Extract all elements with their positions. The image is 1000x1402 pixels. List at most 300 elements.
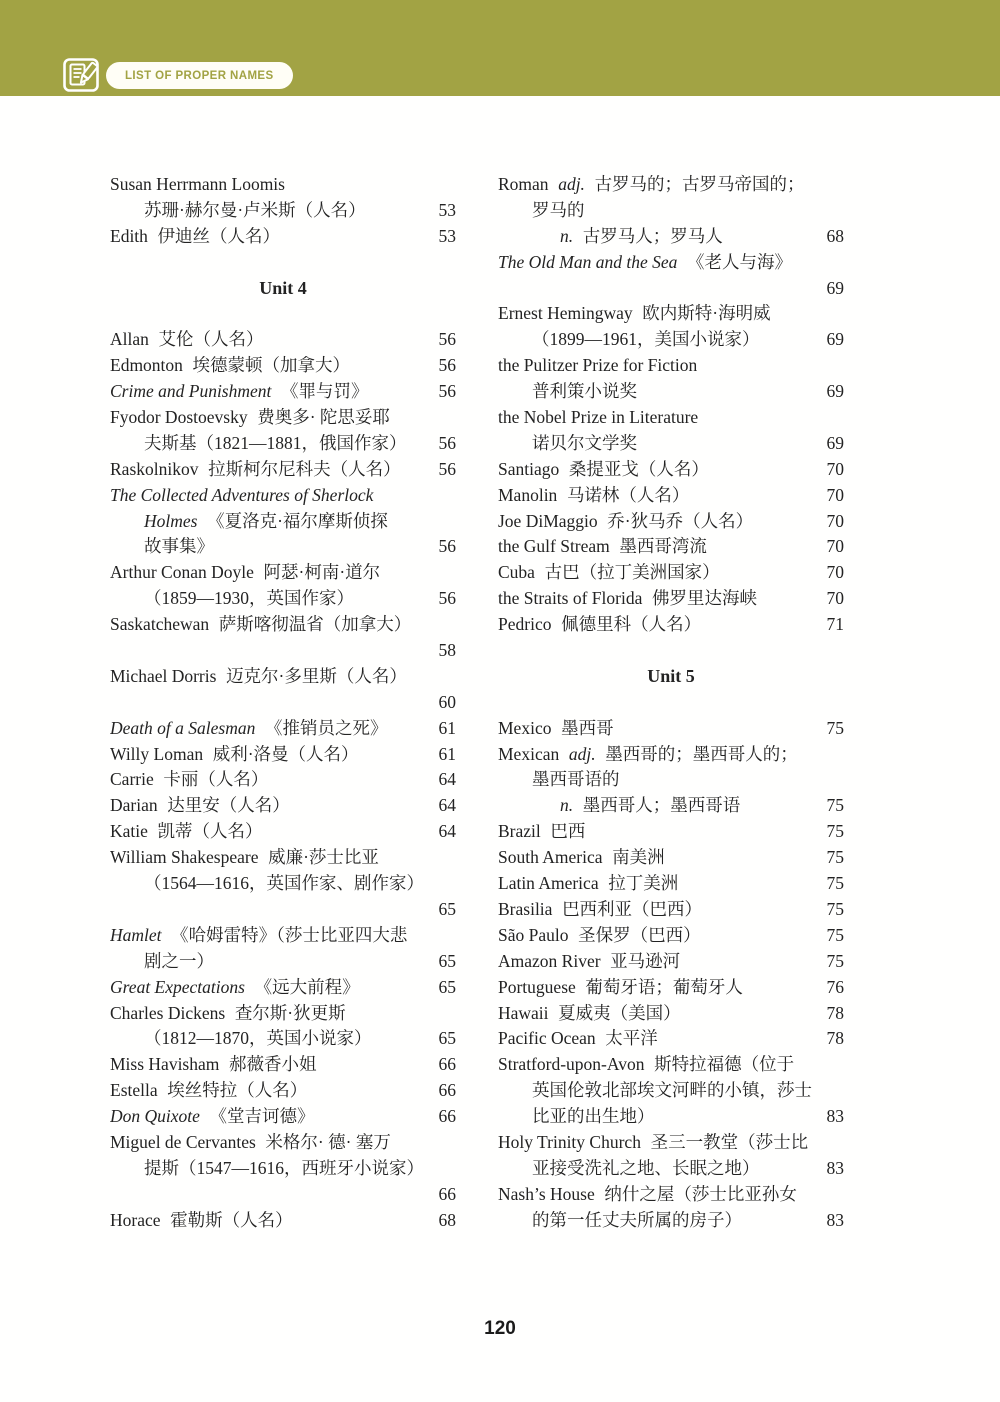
entry-page-number: 65 — [438, 950, 456, 971]
entry-text — [110, 457, 422, 483]
entry-segment: 郝薇香小姐 — [229, 1054, 317, 1075]
entry-page-number: 75 — [826, 847, 844, 868]
entry-segment: Darian — [110, 795, 158, 816]
entry-page-number: 69 — [826, 277, 844, 298]
entry-page-number: 56 — [438, 536, 456, 557]
entry-page-number: 76 — [826, 976, 844, 997]
entry-page-number: 70 — [826, 562, 844, 583]
glossary-row — [110, 483, 456, 509]
glossary-row — [498, 301, 844, 327]
entry-segment: 桑提亚戈（人名） — [568, 458, 709, 479]
entry-segment: Horace — [110, 1209, 161, 1230]
entry-text — [110, 353, 422, 379]
entry-page-number: 69 — [826, 432, 844, 453]
entry-segment: 伊迪丝（人名） — [157, 225, 281, 246]
entry-segment: 葡萄牙语；葡萄牙人 — [585, 976, 743, 997]
entry-page-number: 61 — [438, 717, 456, 738]
entry-segment: William Shakespeare — [110, 847, 259, 868]
entry-page-number: 65 — [438, 976, 456, 997]
entry-page-number: 78 — [826, 1002, 844, 1023]
entry-text — [498, 534, 810, 560]
entry-text — [110, 431, 422, 457]
entry-page-number: 69 — [826, 381, 844, 402]
entry-segment: the Pulitzer Prize for Fiction — [498, 355, 698, 376]
entry-page-number: 53 — [438, 225, 456, 246]
entry-segment: 《远大前程》 — [254, 976, 360, 997]
entry-text — [498, 586, 810, 612]
entry-text — [498, 949, 810, 975]
entry-text — [498, 742, 844, 768]
entry-segment: Estella — [110, 1080, 158, 1101]
glossary-row — [110, 690, 456, 716]
entry-text — [110, 923, 456, 949]
entry-segment-italic: Hamlet — [110, 924, 162, 945]
entry-segment: Portuguese — [498, 976, 576, 997]
entry-segment: 墨西哥 — [561, 717, 614, 738]
entry-segment: 埃德蒙顿（加拿大） — [192, 355, 351, 376]
glossary-row — [110, 379, 456, 405]
entry-segment-italic: Don Quixote — [110, 1106, 200, 1127]
entry-text — [110, 975, 422, 1001]
entry-text — [498, 198, 844, 224]
entry-segment: Fyodor Dostoevsky — [110, 407, 248, 428]
entry-text — [498, 509, 810, 535]
glossary-row — [498, 1078, 844, 1104]
glossary-row — [498, 198, 844, 224]
entry-segment: 罗马的 — [532, 199, 585, 220]
section-badge-label: LIST OF PROPER NAMES — [125, 69, 274, 82]
entry-segment: 《堂吉诃德》 — [209, 1106, 315, 1127]
entry-segment: Brazil — [498, 821, 541, 842]
glossary-row — [110, 586, 456, 612]
entry-segment: 巴西利亚（巴西） — [562, 898, 703, 919]
glossary-row — [498, 1104, 844, 1130]
spacer-row — [498, 638, 844, 664]
entry-segment: Stratford-upon-Avon — [498, 1054, 645, 1075]
entry-segment: Miguel de Cervantes — [110, 1131, 256, 1152]
entry-segment: 普利策小说奖 — [532, 381, 637, 402]
entry-segment: 巴西 — [550, 821, 586, 842]
glossary-row — [498, 534, 844, 560]
entry-segment: 比亚的出生地） — [532, 1106, 655, 1127]
entry-text — [110, 1130, 456, 1156]
glossary-row — [110, 457, 456, 483]
glossary-row — [110, 819, 456, 845]
entry-page-number: 65 — [438, 1028, 456, 1049]
entry-segment: Saskatchewan — [110, 614, 210, 635]
entry-page-number: 64 — [438, 769, 456, 790]
entry-segment: Michael Dorris — [110, 665, 217, 686]
entry-page-number: 66 — [438, 1080, 456, 1101]
entry-segment-italic: Crime and Punishment — [110, 381, 272, 402]
entry-text — [498, 923, 810, 949]
entry-segment: 古罗马人；罗马人 — [582, 225, 723, 246]
glossary-row — [110, 224, 456, 250]
glossary-row — [110, 949, 456, 975]
glossary-row — [110, 871, 456, 897]
entry-segment: 圣三一教堂（莎士比 — [650, 1131, 809, 1152]
glossary-row — [110, 353, 456, 379]
entry-page-number: 53 — [438, 199, 456, 220]
entry-text — [498, 1026, 810, 1052]
entry-page-number: 61 — [438, 743, 456, 764]
entry-text — [110, 612, 456, 638]
entry-segment: （1899—1961，美国小说家） — [532, 329, 760, 350]
unit-heading — [110, 276, 456, 302]
entry-text — [498, 327, 810, 353]
entry-text — [110, 509, 456, 535]
entry-text — [498, 819, 810, 845]
entry-segment: Hawaii — [498, 1002, 549, 1023]
entry-text — [498, 1052, 844, 1078]
entry-page-number: 60 — [438, 691, 456, 712]
entry-text — [498, 1001, 810, 1027]
entry-page-number: 56 — [438, 381, 456, 402]
entry-segment: 艾伦（人名） — [158, 329, 264, 350]
entry-segment: 苏珊·赫尔曼·卢米斯（人名） — [144, 199, 366, 220]
entry-page-number: 78 — [826, 1028, 844, 1049]
entry-segment: 《推销员之死》 — [264, 717, 388, 738]
entry-segment: 拉丁美洲 — [608, 873, 679, 894]
entry-segment: 佛罗里达海峡 — [651, 588, 757, 609]
entry-segment: the Nobel Prize in Literature — [498, 407, 699, 428]
entry-text — [110, 949, 422, 975]
entry-segment: Amazon River — [498, 950, 601, 971]
entry-text — [110, 483, 456, 509]
glossary-row — [110, 1156, 456, 1182]
spacer-row — [110, 250, 456, 276]
glossary-row — [110, 1182, 456, 1208]
entry-text — [110, 172, 456, 198]
entry-segment: Latin America — [498, 873, 599, 894]
entry-page-number: 68 — [438, 1209, 456, 1230]
glossary-row — [498, 1182, 844, 1208]
entry-segment: 《夏洛克·福尔摩斯侦探 — [207, 510, 388, 531]
glossary-row — [498, 1130, 844, 1156]
entry-segment: Pedrico — [498, 614, 552, 635]
entry-page-number: 66 — [438, 1054, 456, 1075]
entry-page-number: 56 — [438, 355, 456, 376]
entry-text — [110, 405, 456, 431]
glossary-row — [498, 1156, 844, 1182]
page-number: 120 — [484, 1318, 516, 1339]
entry-segment: 古罗马的；古罗马帝国的； — [594, 174, 805, 194]
glossary-row — [498, 509, 844, 535]
entry-text — [498, 379, 810, 405]
glossary-row — [498, 431, 844, 457]
glossary-row — [498, 975, 844, 1001]
glossary-row — [498, 483, 844, 509]
glossary-row — [110, 975, 456, 1001]
entry-segment-italic: adj. — [558, 174, 585, 194]
entry-text — [110, 224, 422, 250]
glossary-row — [110, 431, 456, 457]
entry-segment: 阿瑟·柯南·道尔 — [263, 562, 381, 583]
spacer-row — [498, 690, 844, 716]
glossary-row — [498, 172, 844, 198]
entry-segment: Willy Loman — [110, 743, 204, 764]
entry-segment: Allan — [110, 329, 149, 350]
entry-text — [110, 1156, 456, 1182]
glossary-row — [110, 793, 456, 819]
entry-text — [110, 716, 422, 742]
glossary-row — [110, 1078, 456, 1104]
glossary-row — [110, 1001, 456, 1027]
entry-text — [110, 1026, 422, 1052]
entry-text — [110, 767, 422, 793]
entry-segment: （1564—1616，英国作家、剧作家） — [144, 873, 424, 894]
entry-segment: Mexico — [498, 717, 552, 738]
entry-text — [110, 742, 422, 768]
entry-segment: 欧内斯特·海明威 — [642, 303, 771, 324]
unit-heading-label: Unit 5 — [647, 665, 695, 686]
entry-segment: Holy Trinity Church — [498, 1131, 641, 1152]
entry-segment: 达里安（人名） — [167, 795, 290, 816]
glossary-row — [110, 1052, 456, 1078]
entry-text — [110, 198, 422, 224]
entry-page-number: 75 — [826, 821, 844, 842]
entry-text — [498, 612, 810, 638]
entry-segment: 迈克尔·多里斯（人名） — [226, 665, 407, 686]
entry-page-number: 71 — [826, 614, 844, 635]
entry-segment: Mexican — [498, 743, 560, 764]
entry-page-number: 64 — [438, 821, 456, 842]
entry-page-number: 70 — [826, 484, 844, 505]
glossary-row — [110, 560, 456, 586]
entry-segment: Brasilia — [498, 898, 553, 919]
entry-segment: 亚接受洗礼之地、长眠之地） — [532, 1157, 760, 1178]
entry-segment: 墨西哥人；墨西哥语 — [582, 795, 741, 816]
entry-page-number: 75 — [826, 795, 844, 816]
entry-segment: the Straits of Florida — [498, 588, 643, 609]
entry-page-number: 75 — [826, 924, 844, 945]
entry-page-number: 56 — [438, 588, 456, 609]
glossary-row — [498, 379, 844, 405]
entry-segment: 英国伦敦北部埃文河畔的小镇，莎士 — [532, 1080, 812, 1101]
glossary-row — [110, 172, 456, 198]
header-band — [0, 0, 1000, 96]
entry-text — [498, 1156, 810, 1182]
entry-segment: 凯蒂（人名） — [157, 821, 263, 842]
glossary-row — [498, 327, 844, 353]
glossary-row — [110, 1026, 456, 1052]
entry-text — [498, 1078, 844, 1104]
entry-text — [110, 1052, 422, 1078]
entry-segment: Ernest Hemingway — [498, 303, 633, 324]
entry-text — [110, 845, 456, 871]
glossary-row — [498, 871, 844, 897]
glossary-row — [498, 457, 844, 483]
glossary-row — [498, 845, 844, 871]
entry-segment: the Gulf Stream — [498, 536, 610, 557]
entry-text — [110, 586, 422, 612]
entry-segment: 费奥多· 陀思妥耶 — [257, 407, 390, 428]
glossary-row — [498, 923, 844, 949]
entry-segment-italic: n. — [560, 225, 574, 246]
entry-text — [110, 1078, 422, 1104]
entry-text — [498, 845, 810, 871]
entry-page-number: 56 — [438, 432, 456, 453]
entry-segment: 墨西哥湾流 — [619, 536, 707, 557]
entry-segment: 马诺林（人名） — [566, 484, 690, 505]
entry-segment: 《哈姆雷特》（莎士比亚四大悲 — [171, 924, 408, 945]
glossary-row — [498, 586, 844, 612]
entry-segment: Edith — [110, 225, 148, 246]
entry-text — [110, 379, 422, 405]
entry-page-number: 83 — [826, 1157, 844, 1178]
entry-text — [498, 716, 810, 742]
entry-page-number: 56 — [438, 329, 456, 350]
entry-segment: Katie — [110, 821, 148, 842]
entry-text — [498, 767, 844, 793]
entry-segment: Cuba — [498, 562, 535, 583]
entry-segment: 米格尔· 德· 塞万 — [265, 1131, 391, 1152]
glossary-row — [110, 845, 456, 871]
glossary-row — [110, 638, 456, 664]
entry-segment: Joe DiMaggio — [498, 510, 598, 531]
entry-page-number: 83 — [826, 1209, 844, 1230]
entry-segment: 亚马逊河 — [610, 950, 681, 971]
glossary-row — [110, 198, 456, 224]
entry-text — [498, 1182, 844, 1208]
entry-text — [498, 1130, 844, 1156]
entry-segment: 威利·洛曼（人名） — [212, 743, 359, 764]
glossary-row — [498, 897, 844, 923]
entry-segment: 圣保罗（巴西） — [578, 924, 701, 945]
entry-page-number: 64 — [438, 795, 456, 816]
section-badge — [106, 62, 293, 89]
entry-text — [498, 975, 810, 1001]
glossary-row — [498, 819, 844, 845]
entry-text — [498, 897, 810, 923]
entry-text — [110, 1104, 422, 1130]
entry-page-number: 75 — [826, 950, 844, 971]
entry-text — [110, 664, 456, 690]
unit-heading — [498, 664, 844, 690]
entry-text — [498, 301, 844, 327]
glossary-row — [110, 1208, 456, 1234]
entry-segment: 南美洲 — [612, 847, 665, 868]
entry-segment: 《罪与罚》 — [281, 381, 369, 402]
entry-page-number: 69 — [826, 329, 844, 350]
glossary-row — [498, 560, 844, 586]
entry-segment: 佩德里科（人名） — [561, 614, 702, 635]
entry-segment: Santiago — [498, 458, 560, 479]
entry-segment: 剧之一） — [144, 950, 214, 971]
entry-text — [110, 534, 422, 560]
entry-segment: 提斯（1547—1616，西班牙小说家） — [144, 1157, 424, 1178]
entry-segment: 诺贝尔文学奖 — [532, 432, 637, 453]
entry-text — [110, 560, 456, 586]
entry-segment: 的第一任丈夫所属的房子） — [532, 1209, 742, 1230]
glossary-row — [110, 1104, 456, 1130]
glossary-row — [498, 767, 844, 793]
glossary-row — [498, 405, 844, 431]
entry-segment: 威廉·莎士比亚 — [268, 847, 379, 868]
entry-page-number: 58 — [438, 640, 456, 661]
entry-segment: Arthur Conan Doyle — [110, 562, 254, 583]
entry-page-number: 70 — [826, 458, 844, 479]
glossary-row — [498, 716, 844, 742]
entry-segment: 埃丝特拉（人名） — [167, 1080, 308, 1101]
entry-segment-italic: Great Expectations — [110, 976, 245, 997]
glossary-row — [110, 923, 456, 949]
entry-page-number: 83 — [826, 1106, 844, 1127]
entry-segment-italic: n. — [560, 795, 574, 816]
spacer-row — [110, 301, 456, 327]
glossary-row — [498, 1026, 844, 1052]
glossary-row — [498, 1208, 844, 1234]
entry-text — [110, 871, 456, 897]
entry-page-number: 75 — [826, 898, 844, 919]
entry-text — [498, 871, 810, 897]
glossary-row — [110, 327, 456, 353]
entry-segment: 乔·狄马乔（人名） — [607, 510, 754, 531]
entry-segment: South America — [498, 847, 603, 868]
entry-text — [110, 793, 422, 819]
entry-segment: 卡丽（人名） — [163, 769, 269, 790]
glossary-row — [498, 250, 844, 276]
entry-segment: Charles Dickens — [110, 1002, 226, 1023]
entry-segment: 拉斯柯尔尼科夫（人名） — [208, 458, 401, 479]
entry-segment: 《老人与海》 — [686, 251, 792, 272]
entry-text — [498, 405, 844, 431]
entry-segment: 太平洋 — [605, 1028, 658, 1049]
entry-text — [110, 819, 422, 845]
entry-segment: （1812—1870，英国小说家） — [144, 1028, 372, 1049]
entry-page-number: 75 — [826, 873, 844, 894]
entry-segment: Edmonton — [110, 355, 183, 376]
glossary-row — [110, 509, 456, 535]
glossary-row — [110, 767, 456, 793]
entry-text — [498, 793, 810, 819]
entry-segment: 墨西哥的；墨西哥人的； — [605, 743, 798, 764]
entry-segment: 古巴（拉丁美洲国家） — [544, 562, 720, 583]
glossary-row — [498, 1001, 844, 1027]
glossary-row — [498, 742, 844, 768]
entry-page-number: 70 — [826, 510, 844, 531]
glossary-row — [110, 742, 456, 768]
entry-text — [498, 431, 810, 457]
glossary-row — [498, 612, 844, 638]
entry-segment-italic: Death of a Salesman — [110, 717, 256, 738]
entry-segment: 萨斯喀彻温省（加拿大） — [218, 614, 412, 635]
glossary-row — [110, 716, 456, 742]
glossary-row — [498, 353, 844, 379]
entry-page-number: 70 — [826, 588, 844, 609]
entry-text — [498, 353, 844, 379]
glossary-row — [110, 897, 456, 923]
entry-segment: 斯特拉福德（位于 — [654, 1054, 795, 1075]
entry-text — [498, 224, 810, 250]
entry-text — [498, 1208, 810, 1234]
entry-segment: São Paulo — [498, 924, 569, 945]
entry-segment: 查尔斯·狄更斯 — [234, 1002, 346, 1023]
entry-segment-italic: The Collected Adventures of Sherlock — [110, 484, 374, 505]
entry-page-number: 56 — [438, 458, 456, 479]
entry-segment: （1859—1930，英国作家） — [144, 588, 354, 609]
entry-text — [498, 483, 810, 509]
entry-segment: Manolin — [498, 484, 558, 505]
glossary-row — [498, 1052, 844, 1078]
glossary-column-left — [110, 172, 456, 1234]
entry-segment: Raskolnikov — [110, 458, 199, 479]
entry-segment: Roman — [498, 174, 549, 194]
entry-page-number: 66 — [438, 1183, 456, 1204]
glossary-row — [498, 224, 844, 250]
entry-segment-italic: Holmes — [144, 510, 198, 531]
entry-page-number: 66 — [438, 1106, 456, 1127]
